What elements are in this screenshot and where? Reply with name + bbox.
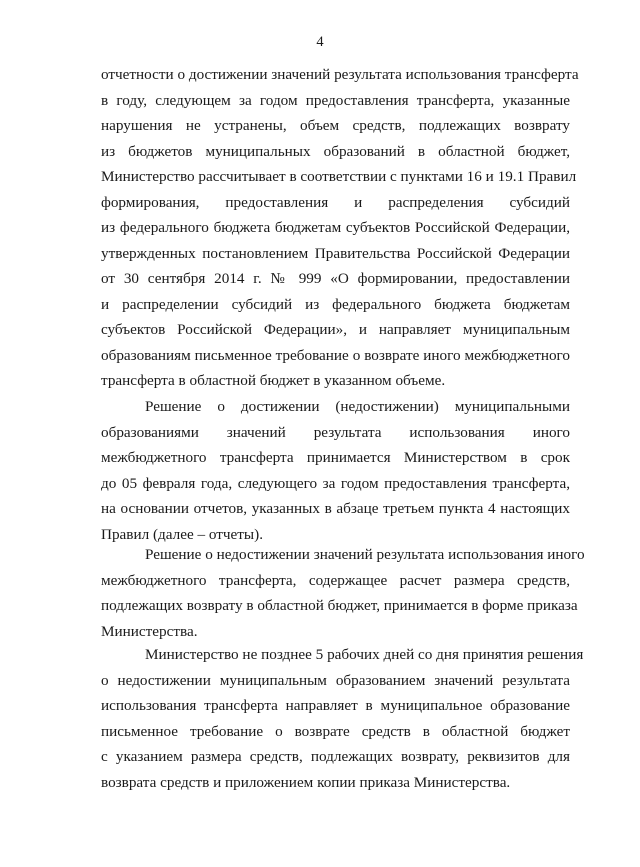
page-number: 4: [316, 34, 324, 50]
paragraph-3: [101, 542, 585, 644]
text-line: Министерство не позднее 5 рабочих дней со дня принятия решения: [145, 646, 584, 663]
text-line: Министерство рассчитывает в соответствии с пунктами 16 и 19.1 Правил: [101, 168, 577, 185]
text-line: Решение о недостижении значений результата использования иного: [145, 546, 585, 563]
paragraph-4: [101, 642, 584, 795]
text-line: нарушения не устранены, объем средств, подлежащих возврату: [101, 117, 570, 134]
text-line: с указанием размера средств, подлежащих возврату, реквизитов для: [101, 748, 570, 765]
text-line: использования трансферта направляет в муниципальное образование: [101, 697, 570, 714]
text-line: Министерства.: [101, 622, 198, 640]
paragraph-1: [101, 62, 579, 394]
text-line: до 05 февраля года, следующего за годом предоставления трансферта,: [101, 474, 570, 492]
text-line: из федерального бюджета бюджетам субъектов Российской Федерации,: [101, 219, 570, 236]
text-line: формирования, предоставления и распределения субсидий: [101, 193, 570, 211]
text-line: субъектов Российской Федерации», и направляет муниципальным: [101, 321, 570, 338]
paragraph-2: [101, 394, 570, 547]
text-line: на основании отчетов, указанных в абзаце третьем пункта 4 настоящих: [101, 500, 570, 517]
text-line: трансферта в областной бюджет в указанном объеме.: [101, 372, 446, 389]
text-line: из бюджетов муниципальных образований в областной бюджет,: [101, 142, 570, 160]
text-line: межбюджетного трансферта, содержащее расчет размера средств,: [101, 571, 570, 589]
text-line: образованиями значений результата использования иного: [101, 423, 570, 441]
text-line: письменное требование о возврате средств в областной бюджет: [101, 722, 570, 740]
text-line: о недостижении муниципальным образованием значений результата: [101, 671, 570, 689]
text-line: подлежащих возврату в областной бюджет, принимается в форме приказа: [101, 597, 578, 614]
text-line: Решение о достижении (недостижении) муниципальными: [145, 398, 570, 415]
text-line: от 30 сентября 2014 г. № 999 «О формировании, предоставлении: [101, 270, 570, 287]
text-line: в году, следующем за годом предоставления трансферта, указанные: [101, 91, 570, 109]
text-line: и распределении субсидий из федерального бюджета бюджетам: [101, 295, 570, 313]
text-line: утвержденных постановлением Правительства Российской Федерации: [101, 244, 570, 262]
text-line: Правил (далее – отчеты).: [101, 525, 263, 543]
text-line: возврата средств и приложением копии приказа Министерства.: [101, 773, 511, 791]
text-line: межбюджетного трансферта принимается Министерством в срок: [101, 449, 570, 466]
text-line: образованиям письменное требование о возврате иного межбюджетного: [101, 346, 570, 364]
text-line: отчетности о достижении значений результата использования трансферта: [101, 66, 579, 83]
